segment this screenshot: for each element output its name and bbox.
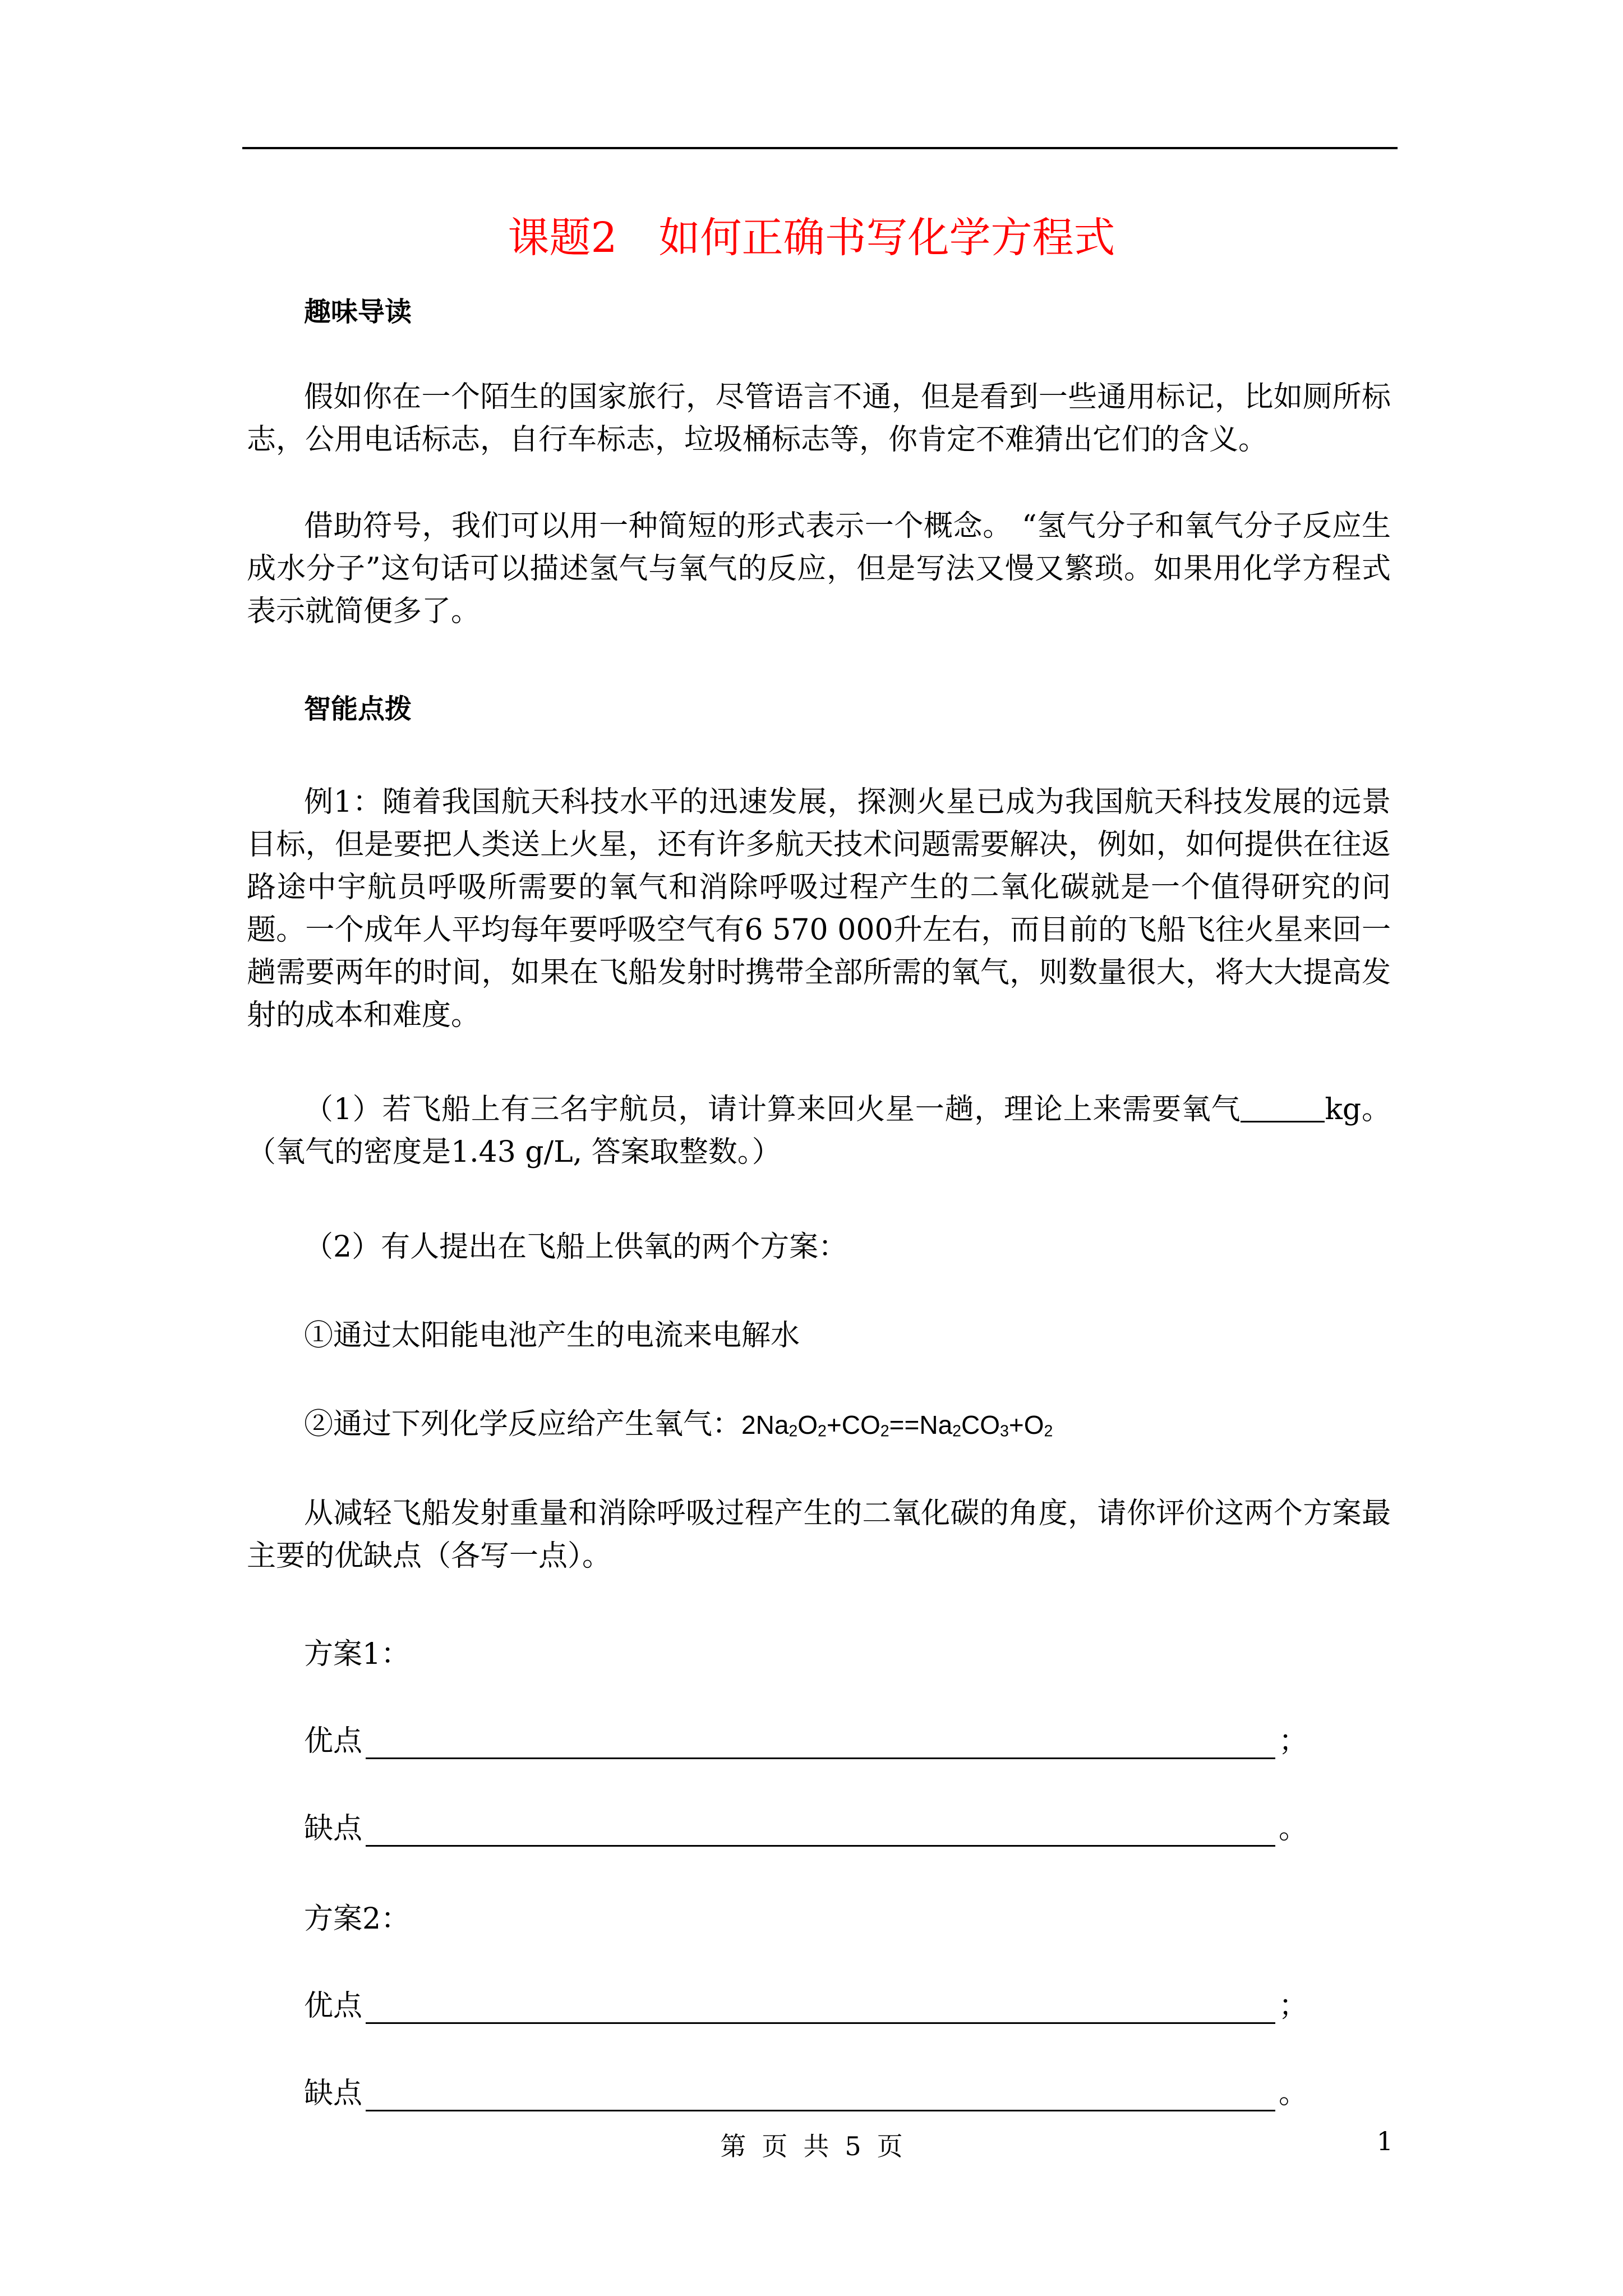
plan-2-advantage-row: [304, 1979, 1313, 2024]
page-count: 第 页 共 5 页: [720, 2131, 903, 2161]
question-1: [247, 1088, 1391, 1174]
plan-2-label: 方案2：: [304, 1902, 411, 1936]
disadvantage-label: 缺点: [304, 1812, 363, 1846]
intro-paragraph-2: 借助符号，我们可以用一种简短的形式表示一个概念。 “氢气分子和氧气分子反应生成水分子”这句话可以描述氢气与氧气的反应，但是写法又慢又繁琐。如果用化学方程式表示就简便多了。: [247, 509, 1391, 628]
plan-2-disadvantage-row: [304, 2067, 1313, 2111]
plan-1-advantage-blank[interactable]: [366, 1722, 1275, 1759]
period: 。: [1279, 1812, 1308, 1846]
plan-1-advantage-row: [304, 1714, 1313, 1759]
section-heading-tips: 智能点拨: [304, 693, 412, 725]
section-heading-intro: 趣味导读: [304, 296, 412, 328]
page-footer: [0, 2126, 1623, 2171]
plan-1-label: 方案1：: [304, 1637, 411, 1671]
semicolon: ；: [1279, 1724, 1308, 1758]
chemical-equation: 2Na2O2+CO2==Na2CO3+O2: [741, 1410, 1053, 1441]
page-title: 课题2 如何正确书写化学方程式: [508, 214, 1115, 262]
plan-1-disadvantage-blank[interactable]: [366, 1809, 1275, 1847]
example-1-text: 例1：随着我国航天科技水平的迅速发展，探测火星已成为我国航天科技发展的远景目标，但是要把人类送上火星，还有许多航天技术问题需要解决，例如，如何提供在往返路途中宇航员呼吸所需要的氧气和消除呼吸过程产生的二氧化碳就是一个值得研究的问题。一个成年人平均每年要呼吸空气有6 570 000升左右，而目前的飞船飞往火星来回一趟需要两年的时间，如果在飞船发射时携带全部所需的氧气，则数量很大，将大大提高发射的成本和难度。: [247, 785, 1391, 1032]
question-2: （2）有人提出在飞船上供氧的两个方案：: [304, 1230, 848, 1264]
semicolon: ；: [1279, 1989, 1308, 2023]
question-1-prefix: （1）若飞船上有三名宇航员，请计算来回火星一趟，理论上来需要氧气: [304, 1093, 1241, 1126]
option-2-prefix: ②通过下列化学反应给产生氧气：: [304, 1407, 742, 1441]
header-rule: [242, 147, 1398, 149]
intro-paragraph-1: 假如你在一个陌生的国家旅行，尽管语言不通，但是看到一些通用标记，比如厕所标志，公用电话标志，自行车标志，垃圾桶标志等，你肯定不难猜出它们的含义。: [247, 380, 1391, 457]
plan-2-disadvantage-blank[interactable]: [366, 2074, 1275, 2111]
option-1: ①通过太阳能电池产生的电流来电解水: [304, 1319, 800, 1352]
page-number: 1: [1376, 2126, 1393, 2156]
plan-2-advantage-blank[interactable]: [366, 1986, 1275, 2024]
advantage-label: 优点: [304, 1989, 363, 2023]
advantage-label: 优点: [304, 1724, 363, 1758]
evaluation-prompt: 从减轻飞船发射重量和消除呼吸过程产生的二氧化碳的角度，请你评价这两个方案最主要的优缺点（各写一点）。: [247, 1497, 1391, 1573]
answer-blank-oxygen-mass[interactable]: [1241, 1092, 1325, 1122]
plan-1-disadvantage-row: [304, 1802, 1313, 1847]
disadvantage-label: 缺点: [304, 2077, 363, 2110]
option-2: [304, 1407, 1053, 1442]
question-1-suffix: kg。（氧气的密度是1.43 g/L, 答案取整数。）: [247, 1093, 1391, 1169]
period: 。: [1279, 2077, 1308, 2110]
